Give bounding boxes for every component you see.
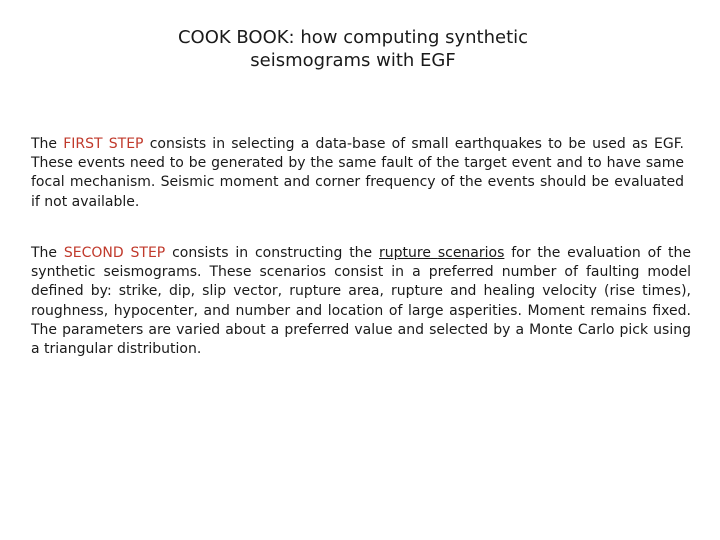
second-step-body-after: for the evaluation of the synthetic seismograms. These scenarios consist in a preferred number of faulting model defined by: strike, dip, slip vector, rupture area, rupture and healing velocity (rise times), roughness, hypocenter, and number and location of large asperities. Moment remains fixed. The parameters are varied about a preferred value and selected by a Monte Carlo pick using a triangular distribution. [31, 245, 691, 358]
second-step-body-before: consists in constructing the [165, 245, 380, 261]
title-line-1: COOK BOOK: how computing synthetic [177, 27, 529, 48]
title-line-2: seismograms with EGF [250, 50, 456, 71]
first-step-body: consists in selecting a data-base of small earthquakes to be used as EGF. These events need to be generated by the same fault of the target event and to have same focal mechanism. Seismic moment and corner frequency of the events should be evaluated if not available. [31, 136, 684, 210]
underlined-scenarios: scenarios [437, 245, 505, 261]
underlined-space [431, 245, 438, 261]
second-step-intro: The [31, 245, 64, 261]
second-step-highlight: SECOND STEP [63, 245, 166, 261]
first-step-intro: The [31, 136, 64, 152]
page-title [0, 26, 706, 72]
underlined-rupture: rupture [379, 245, 431, 261]
first-step-highlight: FIRST STEP [63, 136, 144, 152]
second-step-paragraph [31, 244, 691, 359]
first-step-paragraph [31, 135, 684, 212]
rupture-scenarios-underline [379, 245, 504, 261]
